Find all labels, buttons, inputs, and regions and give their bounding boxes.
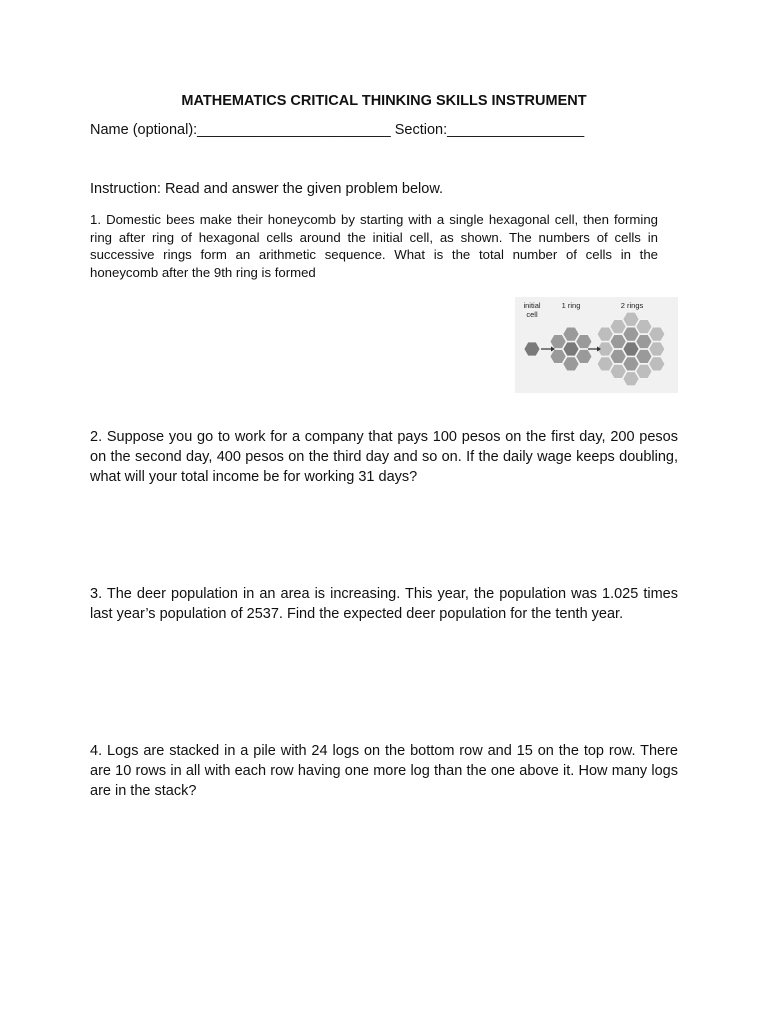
label-initial: initial <box>523 301 541 310</box>
two-rings-hex-cell <box>649 342 665 356</box>
question-1: 1. Domestic bees make their honeycomb by starting with a single hexagonal cell, then forming ring after ring of hexagonal cells around the initial cell, as shown. The numbers of cells in successive rings form an arithmetic sequence. What is the total number of cells in the honeycomb after the 9th ring is formed <box>90 212 658 280</box>
page-title: MATHEMATICS CRITICAL THINKING SKILLS INSTRUMENT <box>181 93 587 109</box>
two-rings-hex-cell <box>636 335 652 349</box>
honeycomb-figure <box>515 297 678 393</box>
name-section-line: Name (optional):________________________ Section:_________________ <box>90 122 585 138</box>
question-2: 2. Suppose you go to work for a company that pays 100 pesos on the first day, 200 pesos on the second day, 400 pesos on the third day and so on. If the daily wage keeps doubling, what will your total income be for working 31 days? <box>90 429 678 485</box>
two-rings-hex-cell <box>623 357 639 371</box>
two-rings-hex-cell <box>636 320 652 334</box>
question-3: 3. The deer population in an area is increasing. This year, the population was 1.025 times last year’s population of 2537. Find the expected deer population for the tenth year. <box>90 586 678 622</box>
one-ring-hex-cell <box>550 349 566 363</box>
one-ring-hex-cell <box>550 335 566 349</box>
one-ring-hex-cell <box>576 349 592 363</box>
one-ring-hex-cell <box>563 342 579 356</box>
one-ring-hex-cell <box>576 335 592 349</box>
label-cell: cell <box>526 310 538 319</box>
label-two-rings: 2 rings <box>620 301 644 310</box>
two-rings-hex-cell <box>610 364 626 378</box>
honeycomb-diagram <box>515 297 678 393</box>
initial-hex-cell <box>524 342 540 356</box>
two-rings-hex-cell <box>597 327 613 341</box>
two-rings-hex-cell <box>623 327 639 341</box>
two-rings-hex-cell <box>623 312 639 326</box>
two-rings-hex-cell <box>623 372 639 386</box>
two-rings-hex-cell <box>623 342 639 356</box>
two-rings-hex-cell <box>636 364 652 378</box>
two-rings-hex-cell <box>610 320 626 334</box>
two-rings-hex-cell <box>649 327 665 341</box>
question-4: 4. Logs are stacked in a pile with 24 logs on the bottom row and 15 on the top row. There are 10 rows in all with each row having one more log than the one above it. How many logs are in the stack? <box>90 743 678 799</box>
label-one-ring: 1 ring <box>561 301 581 310</box>
two-rings-hex-cell <box>649 357 665 371</box>
one-ring-hex-cell <box>563 357 579 371</box>
two-rings-hex-cell <box>610 335 626 349</box>
one-ring-hex-cell <box>563 327 579 341</box>
two-rings-hex-cell <box>636 349 652 363</box>
instruction-text: Instruction: Read and answer the given problem below. <box>90 181 444 197</box>
two-rings-hex-cell <box>597 357 613 371</box>
two-rings-hex-cell <box>610 349 626 363</box>
